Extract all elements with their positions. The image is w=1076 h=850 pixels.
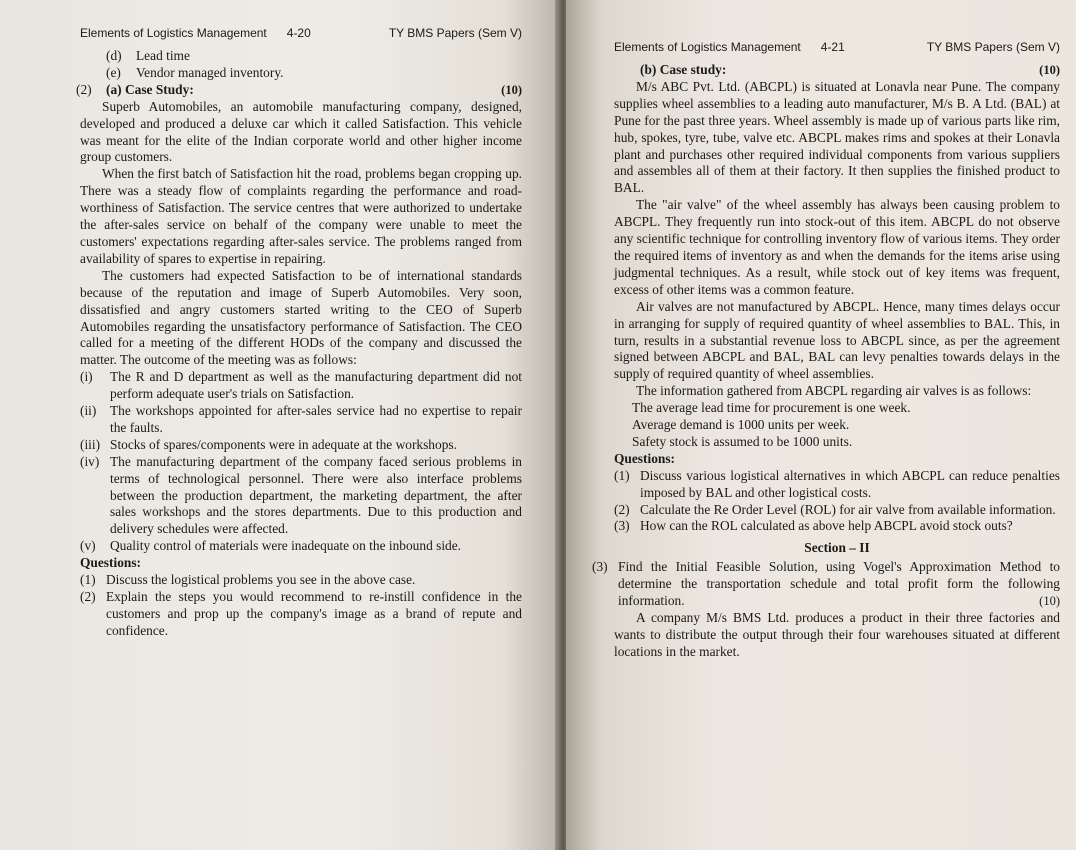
case-paragraph: Air valves are not manufactured by ABCPL. Hence, many times delays occur in arranging for supply of required quantity of wheel assemblies to BAL. This, in turn, results in a substantial revenue loss to ABCPL since, as per the agreement signed between ABCPL and BAL, BAL can levy penalties towards delays in the supply of required quantity of wheel assemblies. bbox=[614, 298, 1060, 382]
right-header-page: 4-21 bbox=[820, 40, 845, 54]
case-paragraph: A company M/s BMS Ltd. produces a product in their three factories and wants to distribute the output through their four warehouses situated at different locations in the market. bbox=[614, 610, 1060, 659]
left-header-page: 4-20 bbox=[286, 26, 311, 40]
question-text: Find the Initial Feasible Solution, using Vogel's Approximation Method to determine the transportation schedule and total profit form the following information. bbox=[618, 559, 1060, 609]
item-number: (d) bbox=[106, 48, 122, 63]
question-text: Calculate the Re Order Level (ROL) for air valve from available information. bbox=[640, 501, 1056, 517]
item-text: The R and D department as well as the manufacturing department did not perform adequate user's trials on Satisfaction. bbox=[110, 369, 522, 402]
marks: (10) bbox=[501, 82, 522, 97]
list-item bbox=[80, 403, 522, 437]
item-number: (ii) bbox=[80, 403, 97, 419]
case-paragraph: The information gathered from ABCPL regarding air valves is as follows: bbox=[636, 383, 1032, 399]
question-text: How can the ROL calculated as above help ABCPL avoid stock outs? bbox=[640, 518, 1013, 534]
case-paragraph: Superb Automobiles, an automobile manufacturing company, designed, developed and produced a deluxe car which it called Satisfaction. This vehicle was meant for the elite of the Indian corporate world and other higher income group customers. bbox=[80, 98, 522, 165]
right-running-header bbox=[614, 40, 1060, 54]
question-number: (3) bbox=[592, 559, 608, 575]
info-line: Average demand is 1000 units per week. bbox=[632, 417, 850, 433]
left-running-header bbox=[80, 26, 522, 40]
right-header-book: Elements of Logistics Management bbox=[614, 40, 801, 54]
question-number: (2) bbox=[80, 589, 96, 604]
item-number: (i) bbox=[80, 369, 93, 385]
marks: (10) bbox=[1039, 63, 1060, 77]
question-number: (1) bbox=[614, 467, 630, 483]
item-text: Lead time bbox=[136, 48, 190, 63]
section-heading: Section – II bbox=[804, 540, 870, 556]
item-text: Stocks of spares/components were in adequate at the workshops. bbox=[110, 436, 457, 452]
list-item bbox=[80, 572, 522, 589]
item-number: (iii) bbox=[80, 436, 101, 452]
info-line: Safety stock is assumed to be 1000 units. bbox=[632, 433, 853, 449]
list-item bbox=[80, 48, 522, 65]
question-text: Explain the steps you would recommend to re-instill confidence in the customers and prop up the company's image as a brand of repute and confidence. bbox=[106, 589, 522, 638]
case-study-label: (a) Case Study: bbox=[106, 81, 194, 97]
info-line: The average lead time for procurement is one week. bbox=[632, 400, 911, 416]
questions-heading: Questions: bbox=[614, 450, 676, 466]
case-paragraph: When the first batch of Satisfaction hit the road, problems began cropping up. There was a steady flow of complaints regarding the performance and road-worthiness of Satisfaction. The service centres that were authorized to undertake the after-sales service on behalf of the company were unable to meet the customers' expectations regarding after-sales service. The problems ranged from availability of spares to expertise in repairing. bbox=[80, 166, 522, 266]
list-item bbox=[80, 65, 522, 82]
item-text: The workshops appointed for after-sales service had no expertise to repair the faults. bbox=[110, 403, 522, 435]
list-item bbox=[614, 518, 1060, 535]
list-item bbox=[80, 369, 522, 403]
list-item bbox=[80, 538, 522, 555]
item-number: (v) bbox=[80, 538, 96, 554]
case-paragraph: M/s ABC Pvt. Ltd. (ABCPL) is situated at Lonavla near Pune. The company supplies wheel assemblies to a leading auto manufacturer, M/s B. A Ltd. (BAL) at Pune for the past three years. Wheel assembly is made up of various parts like rim, hub, spokes, tyre, tube, valve etc. ABCPL makes rims and spokes at their Lonavla plant and purchases other required individual components from various suppliers and assembles all of them at their factory. It then supplies the finished product to BAL. bbox=[614, 78, 1060, 196]
list-item bbox=[80, 437, 522, 454]
list-item bbox=[614, 468, 1060, 502]
case-study-heading bbox=[614, 62, 1060, 79]
list-item bbox=[614, 502, 1060, 519]
question-text: Discuss various logistical alternatives in which ABCPL can reduce penalties imposed by BAL and other logistical costs. bbox=[640, 467, 1060, 500]
item-text: Quality control of materials were inadequate on the inbound side. bbox=[110, 538, 462, 554]
item-number: (e) bbox=[106, 64, 121, 80]
right-page bbox=[566, 0, 1076, 850]
question-heading bbox=[76, 82, 522, 99]
question-3 bbox=[592, 559, 1060, 610]
case-paragraph: The customers had expected Satisfaction to be of international standards because of the reputation and image of Superb Automobiles. Very soon, dissatisfied and angry customers started writing to the CEO of Superb Automobiles regarding the unsatisfactory performance of Satisfaction. The CEO called for a meeting of the different HODs of the company and discussed the matter. The outcome of the meeting was as follows: bbox=[80, 267, 522, 368]
question-number: (2) bbox=[614, 501, 630, 517]
question-number: (3) bbox=[614, 518, 630, 534]
left-header-series: TY BMS Papers (Sem V) bbox=[388, 26, 522, 40]
list-item bbox=[80, 589, 522, 640]
question-text: Discuss the logistical problems you see in the above case. bbox=[106, 572, 416, 588]
case-paragraph: The "air valve" of the wheel assembly has always been causing problem to ABCPL. They frequently run into stock-out of this item. ABCPL do not observe any scientific technique for controlling inventory flow of various items. They order the required items of inventory as and when the demands for the items arise using judgmental techniques. As a result, while stock out of key items was frequent, excess of other items was a common feature. bbox=[614, 197, 1060, 297]
outcome-list bbox=[80, 369, 522, 555]
question-number: (2) bbox=[76, 81, 92, 97]
question-number: (1) bbox=[80, 572, 96, 588]
case-study-label: (b) Case study: bbox=[640, 62, 727, 77]
questions-heading: Questions: bbox=[80, 555, 142, 571]
marks: (10) bbox=[1039, 594, 1060, 609]
item-text: Vendor managed inventory. bbox=[136, 64, 284, 80]
item-text: The manufacturing department of the company faced serious problems in terms of technological personnel. There were also interface problems between the production department, the marketing department, the after sales workshops and the stores departments. Due to this production and delivery schedules were affected. bbox=[110, 453, 522, 537]
left-header-book: Elements of Logistics Management bbox=[80, 26, 267, 40]
list-item bbox=[80, 454, 522, 539]
right-header-series: TY BMS Papers (Sem V) bbox=[926, 40, 1060, 54]
item-number: (iv) bbox=[80, 453, 100, 469]
